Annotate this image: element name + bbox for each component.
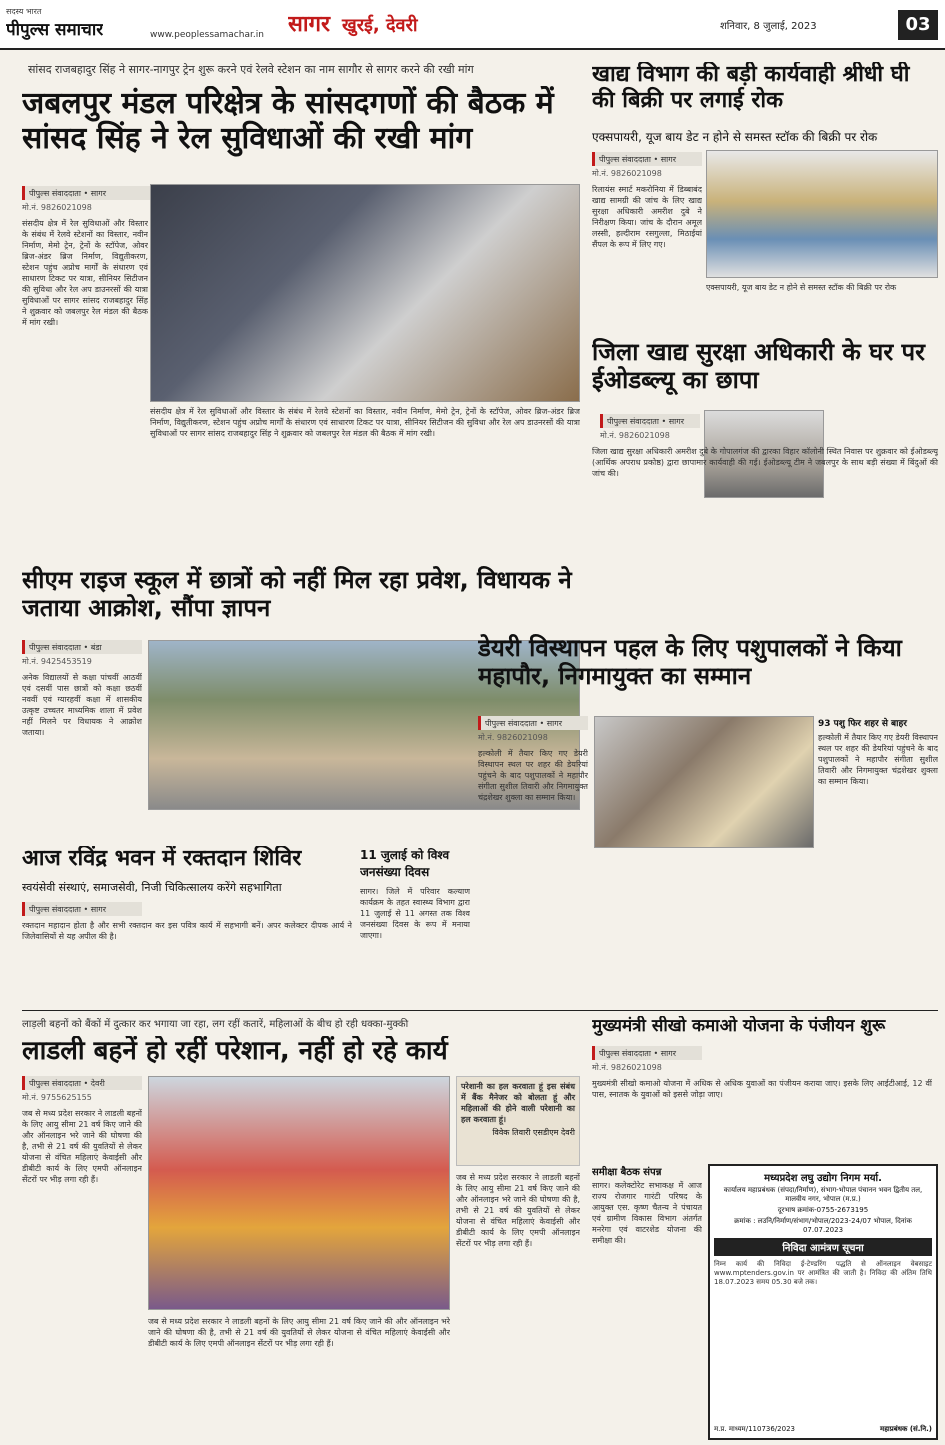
dairy-body: हल्कोली में तैयार किए गए डेयरी विस्थापन स्थल पर शहर की डेयरियां पहुंचने के बाद पशुपालकों ने महापौर संगीता सुशील तिवारी और निगमायुक्त चंद्रशेखर शुक्ला का सम्मान किया। bbox=[478, 749, 588, 802]
eow-mobile: मो.नं. 9826021098 bbox=[600, 431, 670, 440]
brand-name: पीपुल्स समाचार bbox=[6, 20, 104, 40]
tender-ref: क्रमांक : लउनि/निर्माण/संभाग/भोपाल/2023-24/07 भोपाल, दिनांक 07.07.2023 bbox=[734, 1217, 912, 1234]
ladli-body: जब से मध्य प्रदेश सरकार ने लाडली बहनों के लिए आयु सीमा 21 वर्ष किए जाने की और ऑनलाइन भरे जाने की घोषणा की है, तभी से 21 वर्ष की युवतियों से लेकर योजना से वंचित महिलाएं केवाईसी और डीबीटी कार्य के लिए एमपी ऑनलाइन सेंटरों पर भीड़ लगा रही हैं। bbox=[22, 1109, 142, 1184]
dairy-side-title: 93 पशु फिर शहर से बाहर bbox=[818, 719, 907, 729]
population-body: सागर। जिले में परिवार कल्याण कार्यक्रम के तहत स्वास्थ्य विभाग द्वारा 11 जुलाई से 11 अगस्त तक विश्व जनसंख्या दिवस के रूप में मनाया जाएगा। bbox=[360, 887, 470, 940]
edition-title bbox=[288, 8, 590, 42]
ladli-kicker: लाड़ली बहनों को बैंकों में दुत्कार कर भगाया जा रहा, लग रहीं कतारें, महिलाओं के बीच हो रही धक्का-मुक्की bbox=[22, 1019, 409, 1030]
review-headline: समीक्षा बैठक संपन्न bbox=[592, 1167, 662, 1178]
issue-date: शनिवार, 8 जुलाई, 2023 bbox=[720, 21, 817, 32]
cmrise-mobile: मो.नं. 9425453519 bbox=[22, 657, 92, 666]
dairy-side-body: हल्कोली में तैयार किए गए डेयरी विस्थापन स्थल पर शहर की डेयरियां पहुंचने के बाद पशुपालकों ने महापौर संगीता सुशील तिवारी और निगमायुक्त चंद्रशेखर शुक्ला का सम्मान किया। bbox=[818, 733, 938, 786]
meeting-photo bbox=[150, 184, 580, 402]
ladli-headline: लाडली बहनें हो रहीं परेशान, नहीं हो रहे कार्य bbox=[22, 1036, 448, 1066]
tender-phone: दूरभाष क्रमांक-0755-2673195 bbox=[777, 1206, 869, 1214]
blood-byline: पीपुल्स संवाददाता • सागर bbox=[22, 902, 142, 916]
food-body: रिलायंस स्मार्ट मकरोनिया में डिब्बाबंद खाद्य सामग्री की जांच के लिए खाद्य सुरक्षा अधिकारी अमरीश दुबे ने निरीक्षण किया। जांच के दौरान अमूल लस्सी, हल्दीराम रसगुल्ला, मिठाईयां सैंपल के रूप में लिए गए। bbox=[592, 185, 702, 249]
masthead bbox=[0, 0, 945, 50]
food-subhead: एक्सपायरी, यूज बाय डेट न होने से समस्त स्टॉक की बिक्री पर रोक bbox=[592, 130, 878, 144]
tender-footer-right: महाप्रबंधक (सं.नि.) bbox=[880, 1425, 932, 1433]
newspaper-brand bbox=[6, 6, 103, 40]
food-body-continued: एक्सपायरी, यूज बाय डेट न होने से समस्त स्टॉक की बिक्री पर रोक bbox=[706, 283, 897, 292]
blood-body: रक्तदान महादान होता है और सभी रक्तदान कर इस पवित्र कार्य में सहभागी बनें। अपर कलेक्टर दीपक आर्य ने जिलेवासियों से यह अपील की है। bbox=[22, 921, 352, 941]
lead-body-continued: संसदीय क्षेत्र में रेल सुविधाओं और विस्तार के संबंध में रेलवे स्टेशनों का विस्तार, नवीन निर्माण, मेमो ट्रेन, ट्रेनों के स्टॉपेज, ओवर ब्रिज-अंडर ब्रिज निर्माण, विद्युतीकरण, स्टेशन पहुंच अप्रोच मार्गों के संधारण एवं साधारण टिकट पर यात्रा, सीनियर सिटीजन की सुविधा और रेल अप डाउनरसों की यात्रा सुविधाओं पर सागर सांसद राजबहादुर सिंह ने शुक्रवार को जबलपुर रेल मंडल की बैठक में मांग रखी। bbox=[150, 407, 580, 438]
edition-city: सागर bbox=[288, 12, 330, 37]
food-mobile: मो.नं. 9826021098 bbox=[592, 169, 662, 178]
lead-mobile: मो.नं. 9826021098 bbox=[22, 203, 92, 212]
section-divider bbox=[22, 1010, 938, 1011]
population-headline: 11 जुलाई को विश्व जनसंख्या दिवस bbox=[360, 848, 450, 879]
review-body: सागर। कलेक्टोरेट सभाकक्ष में आज राज्य रोजगार गारंटी परिषद के आयुक्त एस. कृष्ण चैतन्य ने पंचायत एवं ग्रामीण विकास विभाग अंतर्गत मनरेगा एवं वाटरशेड योजना की समीक्षा की। bbox=[592, 1181, 702, 1245]
ladli-mobile: मो.नं. 9755625155 bbox=[22, 1093, 92, 1102]
lead-headline: जबलपुर मंडल परिक्षेत्र के सांसदगणों की बैठक में सांसद सिंह ने रेल सुविधाओं की रखी मांग bbox=[22, 86, 554, 157]
tender-body: निम्न कार्य की निविदा ई-टेण्डरिंग पद्धति से ऑनलाइन वेबसाइट www.mptenders.gov.in पर आमंत्रित की जाती है। निविदा की अंतिम तिथि 18.07.2023 समय 05.30 बजे तक। bbox=[714, 1260, 932, 1286]
dairy-mobile: मो.नं. 9826021098 bbox=[478, 733, 548, 742]
blood-headline: आज रविंद्र भवन में रक्तदान शिविर bbox=[22, 846, 302, 871]
dairy-headline: डेयरी विस्थापन पहल के लिए पशुपालकों ने किया महापौर, निगमायुक्त का सम्मान bbox=[478, 634, 902, 691]
scheme-mobile: मो.नं. 9826021098 bbox=[592, 1063, 662, 1072]
lead-kicker: सांसद राजबहादुर सिंह ने सागर-नागपुर ट्रेन शुरू करने एवं रेलवे स्टेशन का नाम सागौर से सागर करने की रखी मांग bbox=[28, 63, 474, 76]
ladli-byline: पीपुल्स संवाददाता • देवरी bbox=[22, 1076, 142, 1090]
ladli-quote: परेशानी का हल करवाता हूं इस संबंध में बैंक मैनेजर को बोलता हूं और महिलाओं की होने वाली परेशानी का हल करवाता हूं। bbox=[461, 1082, 575, 1124]
scheme-body: मुख्यमंत्री सीखो कमाओ योजना में अधिक से अधिक युवाओं का पंजीयन कराया जाए। इसके लिए आईटीआई, 12 वीं पास, स्नातक के युवाओं को इससे जोड़ा जाए। bbox=[592, 1079, 932, 1099]
lead-body: संसदीय क्षेत्र में रेल सुविधाओं और विस्तार के संबंध में रेलवे स्टेशनों का विस्तार, नवीन निर्माण, मेमो ट्रेन, ट्रेनों के स्टॉपेज, ओवर ब्रिज-अंडर ब्रिज निर्माण, विद्युतीकरण, स्टेशन पहुंच अप्रोच मार्गों के संधारण एवं साधारण टिकट पर यात्रा, सीनियर सिटीजन की सुविधा और रेल अप डाउनरसों की यात्रा सुविधाओं पर सागर सांसद राजबहादुर सिंह ने शुक्रवार को जबलपुर रेल मंडल की बैठक में मांग रखी। bbox=[22, 219, 148, 327]
brand-tagline: सदस्य भारत bbox=[6, 7, 42, 16]
ladli-quote-by: विवेक तिवारी एसडीएम देवरी bbox=[492, 1128, 575, 1137]
tender-footer-left: म.प्र. माध्यम/110736/2023 bbox=[714, 1425, 795, 1433]
ladli-quote-box bbox=[456, 1076, 580, 1166]
eow-body: जिला खाद्य सुरक्षा अधिकारी अमरीश दुबे के गोपालगंज की द्वारका विहार कॉलोनी स्थित निवास पर शुक्रवार को ईओडब्ल्यू (आर्थिक अपराध प्रकोष्ठ) द्वारा छापामार कार्यवाही की गई। ईओडब्ल्यू टीम ने जबलपुर के साथ बड़ी संख्या में बिंदुओं की जांच की। bbox=[592, 447, 938, 478]
food-byline: पीपुल्स संवाददाता • सागर bbox=[592, 152, 702, 166]
bank-queue-photo bbox=[148, 1076, 450, 1310]
dairy-byline: पीपुल्स संवाददाता • सागर bbox=[478, 716, 588, 730]
eow-headline: जिला खाद्य सुरक्षा अधिकारी के घर पर ईओडब्ल्यू का छापा bbox=[592, 338, 925, 395]
food-headline: खाद्य विभाग की बड़ी कार्यवाही श्रीधी घी की बिक्री पर लगाई रोक bbox=[592, 62, 910, 113]
tender-address: कार्यालय महाप्रबंधक (संपदा/निर्माण), संभाग-भोपाल पंचानन भवन द्वितीय तल, मालवीय नगर, भोपाल (म.प्र.) bbox=[723, 1186, 923, 1203]
tender-title: निविदा आमंत्रण सूचना bbox=[714, 1238, 932, 1256]
website: www.peoplessamachar.in bbox=[150, 30, 264, 40]
cow-felicitation-photo bbox=[594, 716, 814, 848]
blood-subhead: स्वयंसेवी संस्थाएं, समाजसेवी, निजी चिकित्सालय करेंगे सहभागिता bbox=[22, 881, 282, 894]
edition-sub: खुरई, देवरी bbox=[341, 15, 418, 36]
scheme-headline: मुख्यमंत्री सीखो कमाओ योजना के पंजीयन शुरू bbox=[592, 1016, 886, 1036]
page-number: 03 bbox=[898, 10, 938, 40]
ladli-body-continued: जब से मध्य प्रदेश सरकार ने लाडली बहनों के लिए आयु सीमा 21 वर्ष किए जाने की और ऑनलाइन भरे जाने की घोषणा की है, तभी से 21 वर्ष की युवतियों से लेकर योजना से वंचित महिलाएं केवाईसी और डीबीटी कार्य के लिए एमपी ऑनलाइन सेंटरों पर भीड़ लगा रही हैं। bbox=[148, 1317, 450, 1348]
store-photo bbox=[706, 150, 938, 278]
tender-notice bbox=[708, 1164, 938, 1440]
ladli-side-body: जब से मध्य प्रदेश सरकार ने लाडली बहनों के लिए आयु सीमा 21 वर्ष किए जाने की और ऑनलाइन भरे जाने की घोषणा की है, तभी से 21 वर्ष की युवतियों से लेकर योजना से वंचित महिलाएं केवाईसी और डीबीटी कार्य के लिए एमपी ऑनलाइन सेंटरों पर भीड़ लगा रही हैं। bbox=[456, 1173, 580, 1248]
cmrise-body: अनेक विद्यालयों से कक्षा पांचवीं आठवीं एवं दसवीं पास छात्रों को कक्षा छठवीं नववीं एवं ग्यारहवीं कक्षा में शासकीय उत्कृष्ट उच्चतर माध्यमिक शाला में प्रवेश नहीं मिलने पर विधायक ने आक्रोश जताया। bbox=[22, 673, 142, 737]
scheme-byline: पीपुल्स संवाददाता • सागर bbox=[592, 1046, 702, 1060]
tender-org: मध्यप्रदेश लघु उद्योग निगम मर्या. bbox=[764, 1173, 882, 1184]
cmrise-headline: सीएम राइज स्कूल में छात्रों को नहीं मिल रहा प्रवेश, विधायक ने जताया आक्रोश, सौंपा ज्ञापन bbox=[22, 566, 572, 623]
cmrise-byline: पीपुल्स संवाददाता • बंडा bbox=[22, 640, 142, 654]
eow-byline: पीपुल्स संवाददाता • सागर bbox=[600, 414, 700, 428]
lead-byline: पीपुल्स संवाददाता • सागर bbox=[22, 186, 152, 200]
